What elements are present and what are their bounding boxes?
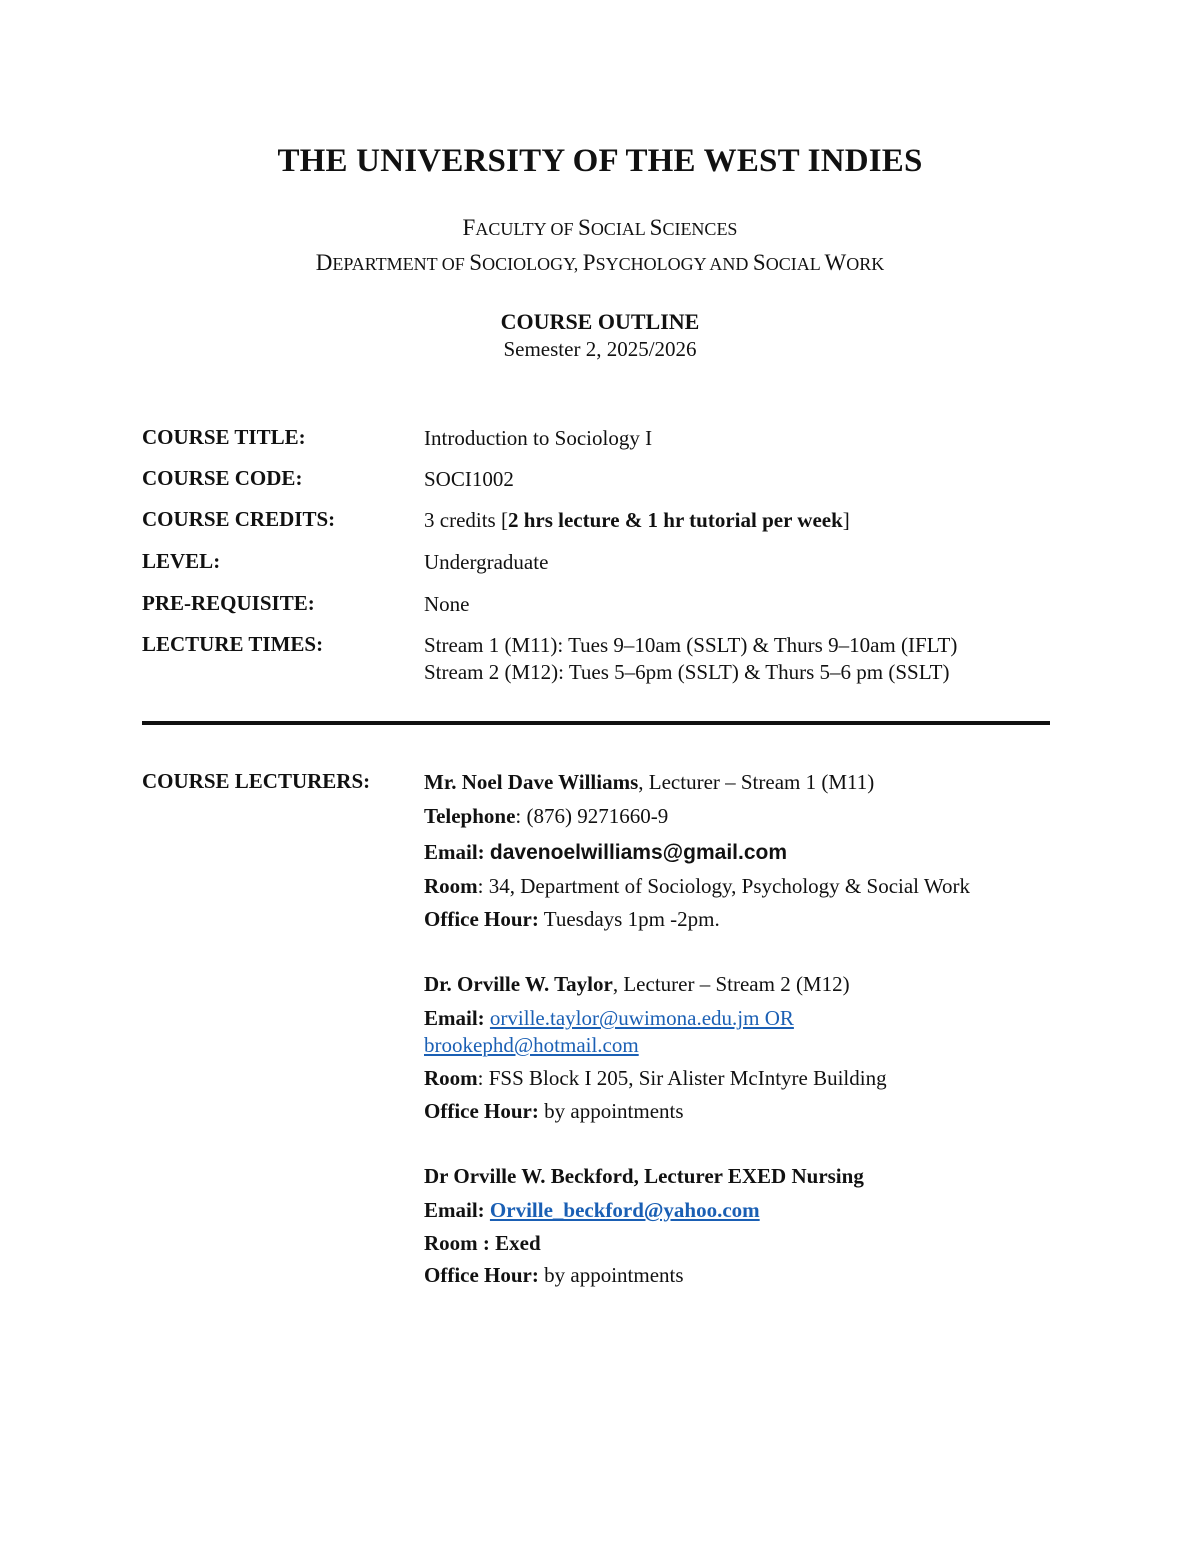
credits-prefix: 3 credits [ [424, 508, 508, 532]
dept-rest: OCIAL [765, 254, 825, 274]
faculty-rest: ACULTY OF [475, 219, 579, 239]
lecturer1-email [424, 839, 787, 866]
room-label: Room [424, 874, 478, 898]
document-title: COURSE OUTLINE [500, 309, 700, 334]
office-hour-value: by appointments [538, 1263, 684, 1287]
dept-cap: S [752, 250, 766, 275]
section-divider [142, 721, 1050, 725]
telephone-value: : (876) 9271660-9 [515, 804, 669, 828]
lecturer3-email-link[interactable]: Orville_beckford@yahoo.com [489, 1198, 760, 1222]
faculty-cap: F [462, 215, 476, 240]
lecturer1-email-address: davenoelwilliams@gmail.com [489, 841, 787, 864]
lecturer1-name-line [424, 769, 874, 796]
prerequisite-value: None [424, 592, 470, 616]
dept-cap: P [582, 250, 596, 275]
dept-cap: W [824, 250, 847, 275]
room-label: Room [424, 1066, 478, 1090]
credits-detail: 2 hrs lecture & 1 hr tutorial per week [507, 508, 843, 532]
university-name: THE UNIVERSITY OF THE WEST INDIES [277, 143, 923, 179]
lecturer1-name: Mr. Noel Dave Williams [424, 770, 639, 794]
faculty-name [0, 215, 1200, 241]
lecturer2-email-alt [424, 1032, 639, 1059]
faculty-rest: OCIAL [590, 219, 650, 239]
course-title-value: Introduction to Sociology I [424, 426, 653, 450]
lecturer3-office-hour [424, 1262, 684, 1289]
telephone-label: Telephone [424, 804, 516, 828]
dept-cap: D [315, 250, 333, 275]
lecturer2-room [424, 1065, 887, 1092]
room-value: : 34, Department of Sociology, Psychology & Social Work [477, 874, 971, 898]
room-value: : FSS Block I 205, Sir Alister McIntyre Building [477, 1066, 887, 1090]
course-credits-value [424, 507, 850, 534]
level-value: Undergraduate [424, 550, 549, 574]
credits-suffix: ] [842, 508, 850, 532]
lecturer2-email-link-1[interactable]: orville.taylor@uwimona.edu.jm OR [489, 1006, 794, 1030]
dept-rest: ORK [846, 254, 885, 274]
prerequisite-label: PRE-REQUISITE: [142, 591, 315, 615]
faculty-cap: S [649, 215, 663, 240]
lecturer1-office-hour [424, 906, 720, 933]
dept-rest: EPARTMENT OF [332, 254, 470, 274]
faculty-rest: CIENCES [662, 219, 738, 239]
department-name [0, 250, 1200, 276]
email-label: Email: [424, 1198, 485, 1222]
email-colon: : [477, 840, 485, 864]
lecturer1-telephone [424, 803, 668, 830]
email-label: Email: [424, 1006, 485, 1030]
lecturer2-office-hour [424, 1098, 684, 1125]
lecturer2-name: Dr. Orville W. Taylor [424, 972, 613, 996]
lecture-times-label: LECTURE TIMES: [142, 632, 324, 656]
office-hour-label: Office Hour: [424, 907, 539, 931]
lecturer3-room: Room : Exed [424, 1231, 541, 1255]
semester: Semester 2, 2025/2026 [503, 337, 697, 361]
email-label: Email [424, 840, 478, 864]
lecturer1-room [424, 873, 970, 900]
lecturer2-name-line [424, 971, 850, 998]
office-hour-label: Office Hour: [424, 1099, 539, 1123]
office-hour-value: by appointments [538, 1099, 684, 1123]
course-code-value: SOCI1002 [424, 467, 514, 491]
lecturer1-role: , Lecturer – Stream 1 (M11) [638, 770, 875, 794]
lecturer2-email [424, 1005, 794, 1032]
dept-rest: OCIOLOGY, [482, 254, 583, 274]
lecturer2-role: , Lecturer – Stream 2 (M12) [612, 972, 850, 996]
level-label: LEVEL: [142, 549, 221, 573]
course-code-label: COURSE CODE: [142, 466, 303, 490]
course-lecturers-label: COURSE LECTURERS: [142, 769, 371, 793]
dept-cap: S [469, 250, 483, 275]
dept-rest: SYCHOLOGY AND [595, 254, 753, 274]
course-title-label: COURSE TITLE: [142, 425, 306, 449]
office-hour-value: Tuesdays 1pm -2pm. [538, 907, 720, 931]
course-credits-label: COURSE CREDITS: [142, 507, 336, 531]
lecturer3-name: Dr Orville W. Beckford, Lecturer EXED Nursing [424, 1164, 864, 1188]
lecture-times-stream2: Stream 2 (M12): Tues 5–6pm (SSLT) & Thurs 5–6 pm (SSLT) [424, 660, 950, 684]
lecturer2-email-link-2[interactable]: brookephd@hotmail.com [424, 1033, 639, 1057]
lecture-times-stream1: Stream 1 (M11): Tues 9–10am (SSLT) & Thurs 9–10am (IFLT) [424, 633, 958, 657]
office-hour-label: Office Hour: [424, 1263, 539, 1287]
lecturer3-email [424, 1197, 760, 1224]
faculty-cap: S [578, 215, 591, 240]
